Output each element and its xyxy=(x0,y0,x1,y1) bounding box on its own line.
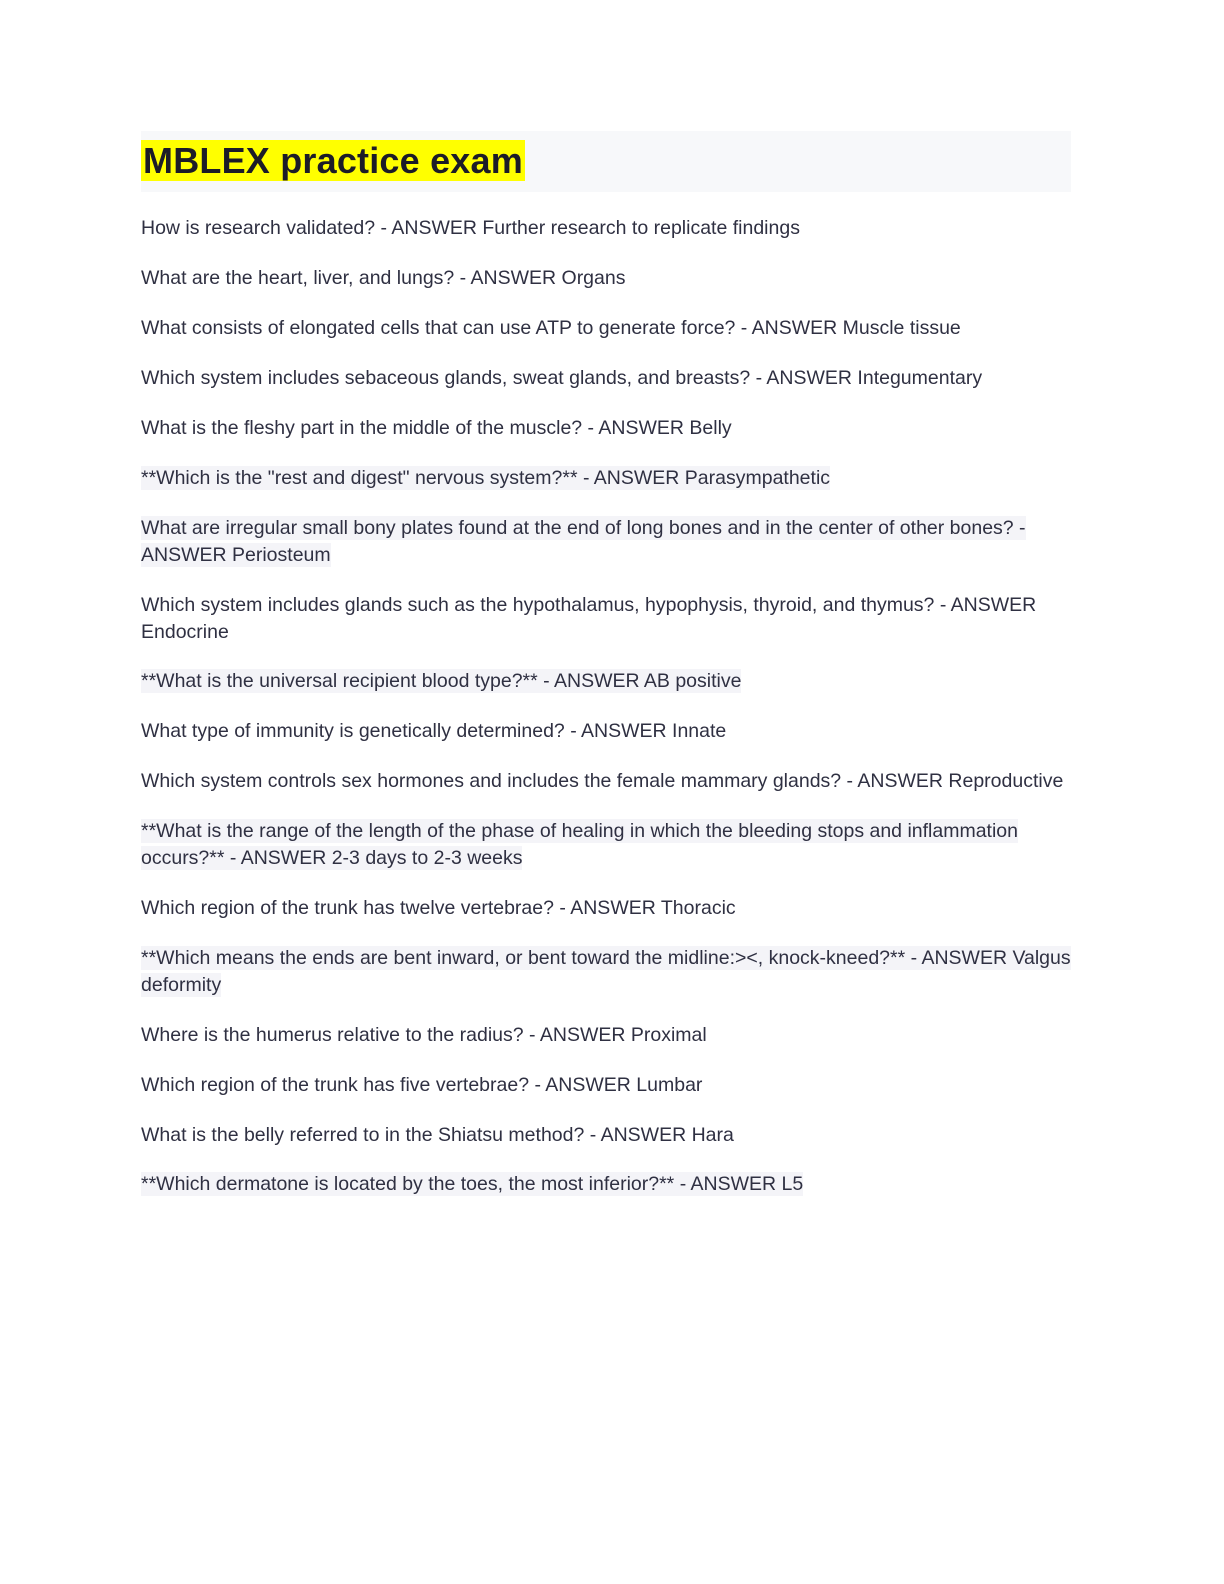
qa-entry: How is research validated? - ANSWER Further research to replicate findings xyxy=(141,217,800,240)
qa-entry: Which region of the trunk has five vertebrae? - ANSWER Lumbar xyxy=(141,1073,703,1096)
qa-entry xyxy=(141,465,1071,492)
qa-entry-text: **Which is the "rest and digest" nervous system?** - ANSWER Parasympathetic xyxy=(141,466,831,489)
qa-entry-text: **What is the universal recipient blood type?** - ANSWER AB positive xyxy=(141,670,742,693)
qa-list xyxy=(141,215,1071,1198)
qa-entry: Which system includes glands such as the hypothalamus, hypophysis, thyroid, and thymus? - ANSWER Endocrine xyxy=(141,593,1037,643)
qa-entry: What is the fleshy part in the middle of the muscle? - ANSWER Belly xyxy=(141,417,732,440)
qa-entry: Where is the humerus relative to the radius? - ANSWER Proximal xyxy=(141,1023,707,1046)
document-content xyxy=(141,131,1071,1198)
qa-entry: What are the heart, liver, and lungs? - ANSWER Organs xyxy=(141,267,626,290)
qa-entry-text: What are irregular small bony plates found at the end of long bones and in the center of other bones? - ANSWER Periosteum xyxy=(141,516,1026,566)
page-title: MBLEX practice exam xyxy=(143,140,523,181)
qa-entry: What type of immunity is genetically determined? - ANSWER Innate xyxy=(141,720,727,743)
qa-entry: Which region of the trunk has twelve vertebrae? - ANSWER Thoracic xyxy=(141,896,736,919)
qa-entry: What is the belly referred to in the Shiatsu method? - ANSWER Hara xyxy=(141,1123,734,1146)
qa-entry-text: **Which dermatone is located by the toes, the most inferior?** - ANSWER L5 xyxy=(141,1173,804,1196)
document-title-bar xyxy=(141,131,1071,192)
qa-entry xyxy=(141,818,1071,872)
qa-entry-text: **What is the range of the length of the phase of healing in which the bleeding stops and inflammation occurs?** - ANSWER 2-3 days to 2-3 weeks xyxy=(141,820,1018,870)
qa-entry: What consists of elongated cells that can use ATP to generate force? - ANSWER Muscle tissue xyxy=(141,317,961,340)
qa-entry xyxy=(141,1171,1071,1198)
qa-entry-text: **Which means the ends are bent inward, or bent toward the midline:><, knock-kneed?** - ANSWER Valgus deformity xyxy=(141,946,1071,996)
qa-entry xyxy=(141,945,1071,999)
qa-entry xyxy=(141,668,1071,695)
qa-entry: Which system includes sebaceous glands, sweat glands, and breasts? - ANSWER Integumentary xyxy=(141,367,983,390)
qa-entry xyxy=(141,515,1071,569)
qa-entry: Which system controls sex hormones and includes the female mammary glands? - ANSWER Reproductive xyxy=(141,770,1064,793)
